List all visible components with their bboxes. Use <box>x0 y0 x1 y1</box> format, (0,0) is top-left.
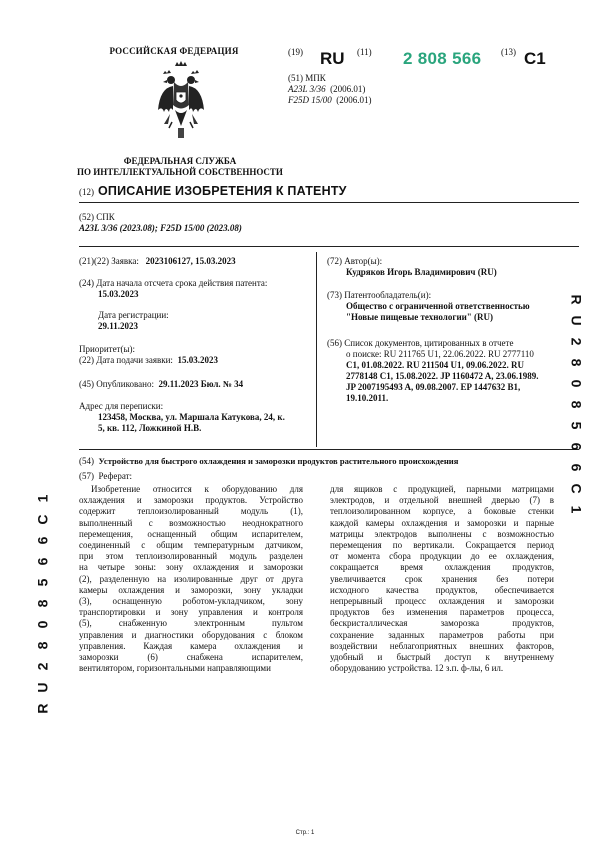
invention-title: Устройство для быстрого охлаждения и заморозки продуктов растительного происхождения <box>98 456 459 466</box>
application-value: 2023106127, 15.03.2023 <box>145 256 236 266</box>
mpk-version: (2006.01) <box>330 84 366 94</box>
code-19: (19) <box>288 47 303 57</box>
side-code-char: R <box>568 294 585 305</box>
agency-line-1: ФЕДЕРАЛЬНАЯ СЛУЖБА <box>123 156 237 166</box>
start-date-label: (24) Дата начала отсчета срока действия патента: <box>79 278 268 288</box>
document-title <box>79 184 347 198</box>
owner-line: Общество с ограниченной ответственностью <box>346 301 530 311</box>
address-line: 5, кв. 112, Ложкиной Н.В. <box>98 423 202 433</box>
abstract-line: электродов, и отдельной внешней дверью (7) в <box>330 495 554 506</box>
mpk-block <box>288 73 372 106</box>
abstract-label: Реферат: <box>98 471 133 481</box>
side-code-char: C <box>568 483 585 494</box>
title-code: (12) <box>79 187 94 197</box>
side-code-char: 1 <box>34 494 51 503</box>
abstract-line: сохранение заданных параметров работы при <box>330 629 554 640</box>
side-code-left <box>33 488 53 719</box>
abstract-column-1 <box>79 484 303 674</box>
agency-name <box>60 156 300 178</box>
abstract-line: перемещения, оснащенный общим испарителем, <box>79 528 303 539</box>
publication-value: 29.11.2023 Бюл. № 34 <box>158 379 244 389</box>
side-code-char: 6 <box>34 536 51 545</box>
abstract-line: содержит теплоизолированный модуль (1), <box>79 506 303 517</box>
start-date-field <box>79 278 309 300</box>
abstract-line: исходного качества продуктов, обеспечивается <box>330 584 554 595</box>
country-name: РОССИЙСКАЯ ФЕДЕРАЦИЯ <box>109 46 239 56</box>
abstract-line: для ящиков с продукцией, парными матрицами <box>330 484 554 494</box>
mpk-row <box>288 95 372 106</box>
side-code-char: 0 <box>34 620 51 629</box>
priority-field <box>79 344 309 366</box>
divider <box>79 449 579 450</box>
side-code-char: 2 <box>568 337 585 346</box>
side-code-char: 8 <box>34 599 51 608</box>
abstract-line: управления и диагностики оборудования с блоком <box>79 629 303 640</box>
abstract-line: Изобретение относится к оборудованию для <box>91 484 303 494</box>
abstract-line: от момента сбора продукции до ее охлаждения, <box>330 551 554 562</box>
side-code-right <box>566 289 586 520</box>
registration-field <box>79 310 309 332</box>
abstract-line: (3), оснащенную роботом-укладчиком, зону <box>79 596 303 607</box>
side-code-char: U <box>568 315 585 326</box>
publication-field <box>79 379 309 390</box>
abstract-line: продуктов без изменения параметров процесса, <box>330 607 554 618</box>
address-field <box>79 401 309 434</box>
spk-block <box>79 212 242 234</box>
abstract-line: выполненный с возможностью неоднократного <box>79 517 303 528</box>
side-code-char: 6 <box>34 557 51 566</box>
code-11: (11) <box>357 47 372 57</box>
side-code-char: 5 <box>568 421 585 430</box>
abstract-line: матрицы электродов выполнены с возможностью <box>330 528 554 539</box>
filing-label: (22) Дата подачи заявки: <box>79 355 173 365</box>
abstract-line: (2), разделенную на изолированные друг от друга <box>79 573 303 584</box>
application-field <box>79 256 309 267</box>
start-date-value: 15.03.2023 <box>98 289 139 299</box>
registration-label: Дата регистрации: <box>98 310 169 320</box>
side-code-char: 5 <box>34 578 51 587</box>
cited-docs-line: 2778148 C1, 15.08.2022. JP 1160472 A, 23.06.1989. <box>346 371 539 381</box>
abstract-column-2 <box>330 484 554 674</box>
cited-docs-line: о поиске: RU 211765 U1, 22.06.2022. RU 2777110 <box>346 349 534 359</box>
side-code-char: 6 <box>568 463 585 472</box>
abstract-line: сокращается время охлаждения продуктов, <box>330 562 554 573</box>
abstract-line: непрерывный процесс охлаждения и заморозки <box>330 596 554 607</box>
side-code-char: 2 <box>34 662 51 671</box>
mpk-version: (2006.01) <box>336 95 372 105</box>
side-code-char: C <box>34 514 51 525</box>
mpk-code: A23L 3/36 <box>288 84 326 94</box>
mpk-code: F25D 15/00 <box>288 95 332 105</box>
authors-label: (72) Автор(ы): <box>327 256 383 266</box>
registration-value: 29.11.2023 <box>98 321 139 331</box>
abstract-line: на четыре зоны: зону охлаждения и заморозки <box>79 562 303 573</box>
abstract-line: оборудованию устройства. 12 з.п. ф-лы, 6 ил. <box>330 663 504 674</box>
side-code-char: 8 <box>34 641 51 650</box>
abstract-line: бескристаллическая заморозка продуктов, <box>330 618 554 629</box>
spk-label: (52) СПК <box>79 212 115 222</box>
side-code-char: 8 <box>568 358 585 367</box>
side-code-char: 0 <box>568 379 585 388</box>
abstract-line: камеры охлаждения и заморозки, зону укладки <box>79 584 303 595</box>
abstract-line: теплоизолированном корпусе, а боковые стенки <box>330 506 554 517</box>
code-57: (57) <box>79 471 94 481</box>
priority-label: Приоритет(ы): <box>79 344 136 354</box>
abstract-label-field <box>79 471 132 482</box>
authors-value: Кудряков Игорь Владимирович (RU) <box>346 267 497 277</box>
title-text: ОПИСАНИЕ ИЗОБРЕТЕНИЯ К ПАТЕНТУ <box>98 184 347 198</box>
page-number: Стр.: 1 <box>295 830 315 836</box>
code-13: (13) <box>501 47 516 57</box>
abstract-line: воздействии неблагоприятных внешних факторов, <box>330 640 554 651</box>
application-label: (21)(22) Заявка: <box>79 256 139 266</box>
abstract-line: заморозки (6) снабжена испарителем, <box>79 652 303 663</box>
abstract-line: каждой камеры охлаждения и заморозки и парные <box>330 517 554 528</box>
cited-docs-line: JP 2007195493 A, 09.08.2007. EP 1447632 B1, <box>346 382 521 392</box>
country-code: RU <box>320 49 345 68</box>
cited-docs-line: C1, 01.08.2022. RU 211504 U1, 09.06.2022. RU <box>346 360 525 370</box>
mpk-label: (51) МПК <box>288 73 326 83</box>
side-code-char: R <box>34 703 51 714</box>
code-54: (54) <box>79 456 94 466</box>
side-code-char: 6 <box>568 442 585 451</box>
cited-docs-field <box>327 338 577 404</box>
cited-docs-label: (56) Список документов, цитированных в отчете <box>327 338 514 348</box>
abstract-line: вентилятором, горизонтальными направляющими <box>79 663 271 674</box>
abstract-line: (5), снабженную электронным пультом <box>79 618 303 629</box>
side-code-char: U <box>34 682 51 693</box>
abstract-line: удобный и быстрый доступ к внутреннему <box>330 652 554 663</box>
abstract-line: соединенный с общим температурным датчиком, <box>79 540 303 551</box>
patent-number: 2 808 566 <box>403 49 482 68</box>
authors-field <box>327 256 577 278</box>
abstract-line: управления. Каждая камера охлаждения и <box>79 640 303 651</box>
invention-title-field <box>79 456 579 467</box>
abstract-line: перемещения по вертикали. Сокращается период <box>330 540 554 551</box>
divider <box>79 246 579 247</box>
side-code-char: 8 <box>568 400 585 409</box>
filing-value: 15.03.2023 <box>177 355 218 365</box>
side-code-char: 1 <box>568 505 585 514</box>
kind-code: C1 <box>524 49 546 68</box>
cited-docs-line: 19.10.2011. <box>346 393 389 403</box>
abstract-line: охлаждения и заморозки продуктов. Устройство <box>79 495 303 506</box>
agency-line-2: ПО ИНТЕЛЛЕКТУАЛЬНОЙ СОБСТВЕННОСТИ <box>77 167 283 177</box>
owner-label: (73) Патентообладатель(и): <box>327 290 432 300</box>
abstract-line: транспортировки и зону управления и контроля <box>79 607 303 618</box>
publication-label: (45) Опубликовано: <box>79 379 154 389</box>
mpk-row <box>288 84 372 95</box>
abstract-line: при этом теплоизолированный модуль разделен <box>79 551 303 562</box>
spk-value: A23L 3/36 (2023.08); F25D 15/00 (2023.08) <box>79 223 242 233</box>
column-divider <box>316 252 317 447</box>
owner-field <box>327 290 577 323</box>
address-line: 123458, Москва, ул. Маршала Катукова, 24, к. <box>98 412 285 422</box>
state-emblem-icon <box>156 60 206 150</box>
owner-line: "Новые пищевые технологии" (RU) <box>346 312 494 322</box>
address-label: Адрес для переписки: <box>79 401 164 411</box>
divider <box>79 202 579 203</box>
abstract-line: увеличивается срок хранения без потери <box>330 573 554 584</box>
